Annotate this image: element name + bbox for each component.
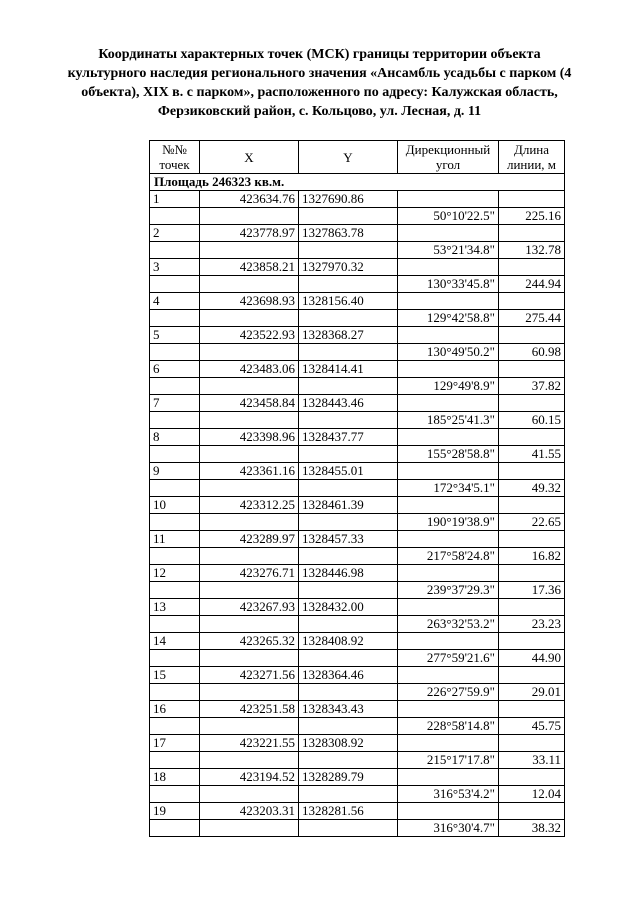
empty-cell: [150, 208, 200, 225]
empty-cell: [299, 242, 398, 259]
header-row: [150, 141, 565, 174]
point-y: 1328437.77: [299, 429, 398, 446]
empty-cell: [200, 344, 299, 361]
empty-cell: [499, 633, 565, 650]
empty-cell: [299, 548, 398, 565]
empty-cell: [299, 582, 398, 599]
title-line-3: объекта), XIX в. с парком», расположенного по адресу: Калужская область,: [81, 85, 558, 100]
segment-direction-angle: 217°58'24.8": [398, 548, 499, 565]
empty-cell: [398, 531, 499, 548]
empty-cell: [150, 276, 200, 293]
point-number: 8: [150, 429, 200, 446]
point-row: [150, 565, 565, 582]
point-y: 1328408.92: [299, 633, 398, 650]
coordinates-table: [149, 140, 565, 837]
empty-cell: [150, 480, 200, 497]
segment-direction-angle: 129°42'58.8": [398, 310, 499, 327]
empty-cell: [499, 463, 565, 480]
segment-row: [150, 752, 565, 769]
point-x: 423398.96: [200, 429, 299, 446]
empty-cell: [499, 293, 565, 310]
empty-cell: [499, 327, 565, 344]
segment-row: [150, 412, 565, 429]
segment-length: 33.11: [499, 752, 565, 769]
empty-cell: [398, 429, 499, 446]
empty-cell: [299, 446, 398, 463]
empty-cell: [150, 548, 200, 565]
segment-direction-angle: 155°28'58.8": [398, 446, 499, 463]
point-row: [150, 327, 565, 344]
point-number: 11: [150, 531, 200, 548]
empty-cell: [150, 616, 200, 633]
empty-cell: [200, 514, 299, 531]
empty-cell: [200, 786, 299, 803]
empty-cell: [299, 616, 398, 633]
empty-cell: [200, 752, 299, 769]
point-y: 1328414.41: [299, 361, 398, 378]
point-x: 423858.21: [200, 259, 299, 276]
point-y: 1327970.32: [299, 259, 398, 276]
segment-row: [150, 684, 565, 701]
point-y: 1328308.92: [299, 735, 398, 752]
empty-cell: [499, 701, 565, 718]
empty-cell: [200, 684, 299, 701]
segment-length: 132.78: [499, 242, 565, 259]
segment-direction-angle: 316°30'4.7": [398, 820, 499, 837]
empty-cell: [150, 718, 200, 735]
segment-direction-angle: 277°59'21.6": [398, 650, 499, 667]
empty-cell: [398, 701, 499, 718]
empty-cell: [299, 412, 398, 429]
empty-cell: [499, 565, 565, 582]
point-number: 5: [150, 327, 200, 344]
point-x: 423522.93: [200, 327, 299, 344]
empty-cell: [398, 259, 499, 276]
empty-cell: [499, 225, 565, 242]
segment-direction-angle: 130°33'45.8": [398, 276, 499, 293]
empty-cell: [499, 803, 565, 820]
segment-row: [150, 718, 565, 735]
point-y: 1327690.86: [299, 191, 398, 208]
point-y: 1328443.46: [299, 395, 398, 412]
empty-cell: [398, 327, 499, 344]
segment-row: [150, 208, 565, 225]
empty-cell: [398, 395, 499, 412]
segment-length: 44.90: [499, 650, 565, 667]
point-y: 1328457.33: [299, 531, 398, 548]
point-row: [150, 259, 565, 276]
empty-cell: [499, 599, 565, 616]
point-x: 423483.06: [200, 361, 299, 378]
segment-row: [150, 786, 565, 803]
point-number: 9: [150, 463, 200, 480]
empty-cell: [299, 684, 398, 701]
empty-cell: [499, 667, 565, 684]
empty-cell: [299, 820, 398, 837]
segment-direction-angle: 185°25'41.3": [398, 412, 499, 429]
segment-length: 12.04: [499, 786, 565, 803]
segment-length: 225.16: [499, 208, 565, 225]
empty-cell: [150, 752, 200, 769]
header-direction-angle: Дирекционный угол: [398, 141, 499, 174]
empty-cell: [499, 769, 565, 786]
empty-cell: [200, 208, 299, 225]
empty-cell: [398, 599, 499, 616]
empty-cell: [200, 718, 299, 735]
point-x: 423203.31: [200, 803, 299, 820]
segment-length: 23.23: [499, 616, 565, 633]
segment-row: [150, 548, 565, 565]
empty-cell: [499, 395, 565, 412]
title-line-2: культурного наследия регионального значения «Ансамбль усадьбы с парком (4: [67, 66, 572, 81]
segment-row: [150, 310, 565, 327]
point-y: 1328364.46: [299, 667, 398, 684]
empty-cell: [200, 378, 299, 395]
header-x: X: [200, 141, 299, 174]
point-y: 1328281.56: [299, 803, 398, 820]
point-row: [150, 395, 565, 412]
title-line-1: Координаты характерных точек (МСК) границы территории объекта: [98, 47, 541, 62]
empty-cell: [150, 344, 200, 361]
point-x: 423698.93: [200, 293, 299, 310]
empty-cell: [200, 616, 299, 633]
point-number: 2: [150, 225, 200, 242]
point-row: [150, 769, 565, 786]
segment-direction-angle: 226°27'59.9": [398, 684, 499, 701]
segment-row: [150, 820, 565, 837]
empty-cell: [398, 803, 499, 820]
empty-cell: [150, 786, 200, 803]
area-value: Площадь 246323 кв.м.: [150, 174, 565, 191]
segment-direction-angle: 215°17'17.8": [398, 752, 499, 769]
empty-cell: [398, 667, 499, 684]
point-row: [150, 667, 565, 684]
point-number: 15: [150, 667, 200, 684]
empty-cell: [150, 412, 200, 429]
point-x: 423221.55: [200, 735, 299, 752]
segment-direction-angle: 129°49'8.9": [398, 378, 499, 395]
point-y: 1328461.39: [299, 497, 398, 514]
segment-row: [150, 616, 565, 633]
point-y: 1328289.79: [299, 769, 398, 786]
empty-cell: [200, 548, 299, 565]
point-row: [150, 497, 565, 514]
point-x: 423265.32: [200, 633, 299, 650]
empty-cell: [150, 820, 200, 837]
segment-direction-angle: 316°53'4.2": [398, 786, 499, 803]
point-x: 423289.97: [200, 531, 299, 548]
segment-direction-angle: 130°49'50.2": [398, 344, 499, 361]
segment-length: 17.36: [499, 582, 565, 599]
point-row: [150, 701, 565, 718]
point-x: 423251.58: [200, 701, 299, 718]
empty-cell: [150, 650, 200, 667]
empty-cell: [398, 293, 499, 310]
point-x: 423458.84: [200, 395, 299, 412]
segment-row: [150, 650, 565, 667]
empty-cell: [150, 378, 200, 395]
point-y: 1328446.98: [299, 565, 398, 582]
empty-cell: [200, 480, 299, 497]
point-row: [150, 225, 565, 242]
point-y: 1328455.01: [299, 463, 398, 480]
point-number: 19: [150, 803, 200, 820]
point-row: [150, 463, 565, 480]
empty-cell: [398, 361, 499, 378]
empty-cell: [150, 514, 200, 531]
empty-cell: [200, 582, 299, 599]
point-number: 7: [150, 395, 200, 412]
point-number: 12: [150, 565, 200, 582]
segment-direction-angle: 50°10'22.5": [398, 208, 499, 225]
segment-direction-angle: 53°21'34.8": [398, 242, 499, 259]
empty-cell: [150, 582, 200, 599]
header-y: Y: [299, 141, 398, 174]
segment-row: [150, 344, 565, 361]
segment-row: [150, 276, 565, 293]
point-x: 423361.16: [200, 463, 299, 480]
point-x: 423312.25: [200, 497, 299, 514]
empty-cell: [299, 752, 398, 769]
empty-cell: [299, 650, 398, 667]
segment-length: 49.32: [499, 480, 565, 497]
segment-length: 60.98: [499, 344, 565, 361]
segment-length: 37.82: [499, 378, 565, 395]
point-number: 6: [150, 361, 200, 378]
empty-cell: [499, 735, 565, 752]
segment-row: [150, 446, 565, 463]
empty-cell: [200, 276, 299, 293]
point-number: 14: [150, 633, 200, 650]
empty-cell: [398, 633, 499, 650]
point-row: [150, 633, 565, 650]
segment-length: 244.94: [499, 276, 565, 293]
point-number: 1: [150, 191, 200, 208]
point-number: 10: [150, 497, 200, 514]
point-number: 18: [150, 769, 200, 786]
empty-cell: [499, 497, 565, 514]
empty-cell: [200, 446, 299, 463]
segment-direction-angle: 190°19'38.9": [398, 514, 499, 531]
point-x: 423267.93: [200, 599, 299, 616]
empty-cell: [398, 497, 499, 514]
segment-row: [150, 480, 565, 497]
empty-cell: [398, 463, 499, 480]
empty-cell: [398, 191, 499, 208]
segment-row: [150, 582, 565, 599]
segment-length: 41.55: [499, 446, 565, 463]
segment-row: [150, 514, 565, 531]
point-y: 1327863.78: [299, 225, 398, 242]
header-line-length: Длина линии, м: [499, 141, 565, 174]
empty-cell: [299, 310, 398, 327]
point-row: [150, 803, 565, 820]
segment-direction-angle: 228°58'14.8": [398, 718, 499, 735]
segment-length: 38.32: [499, 820, 565, 837]
segment-direction-angle: 172°34'5.1": [398, 480, 499, 497]
point-row: [150, 293, 565, 310]
point-row: [150, 361, 565, 378]
empty-cell: [200, 310, 299, 327]
empty-cell: [200, 412, 299, 429]
point-row: [150, 531, 565, 548]
point-x: 423276.71: [200, 565, 299, 582]
segment-length: 60.15: [499, 412, 565, 429]
point-x: 423634.76: [200, 191, 299, 208]
empty-cell: [299, 514, 398, 531]
empty-cell: [398, 565, 499, 582]
empty-cell: [299, 378, 398, 395]
point-row: [150, 429, 565, 446]
empty-cell: [299, 344, 398, 361]
segment-length: 16.82: [499, 548, 565, 565]
point-y: 1328156.40: [299, 293, 398, 310]
empty-cell: [299, 718, 398, 735]
empty-cell: [499, 429, 565, 446]
segment-row: [150, 378, 565, 395]
empty-cell: [150, 446, 200, 463]
empty-cell: [499, 191, 565, 208]
empty-cell: [398, 735, 499, 752]
empty-cell: [299, 786, 398, 803]
empty-cell: [499, 531, 565, 548]
point-number: 13: [150, 599, 200, 616]
empty-cell: [200, 650, 299, 667]
empty-cell: [398, 225, 499, 242]
point-number: 3: [150, 259, 200, 276]
point-y: 1328432.00: [299, 599, 398, 616]
empty-cell: [499, 361, 565, 378]
empty-cell: [150, 310, 200, 327]
empty-cell: [299, 208, 398, 225]
point-y: 1328368.27: [299, 327, 398, 344]
point-x: 423778.97: [200, 225, 299, 242]
point-number: 4: [150, 293, 200, 310]
segment-direction-angle: 239°37'29.3": [398, 582, 499, 599]
empty-cell: [499, 259, 565, 276]
point-x: 423194.52: [200, 769, 299, 786]
empty-cell: [299, 276, 398, 293]
point-number: 17: [150, 735, 200, 752]
point-y: 1328343.43: [299, 701, 398, 718]
title-line-4: Ферзиковский район, с. Кольцово, ул. Лесная, д. 11: [157, 104, 482, 119]
point-number: 16: [150, 701, 200, 718]
point-row: [150, 735, 565, 752]
empty-cell: [150, 684, 200, 701]
document-title: [40, 45, 599, 121]
empty-cell: [150, 242, 200, 259]
point-x: 423271.56: [200, 667, 299, 684]
segment-length: 275.44: [499, 310, 565, 327]
empty-cell: [299, 480, 398, 497]
header-point-number: №№ точек: [150, 141, 200, 174]
point-row: [150, 191, 565, 208]
segment-length: 45.75: [499, 718, 565, 735]
area-row: [150, 174, 565, 191]
segment-length: 29.01: [499, 684, 565, 701]
empty-cell: [200, 820, 299, 837]
segment-length: 22.65: [499, 514, 565, 531]
empty-cell: [200, 242, 299, 259]
point-row: [150, 599, 565, 616]
segment-row: [150, 242, 565, 259]
empty-cell: [398, 769, 499, 786]
segment-direction-angle: 263°32'53.2": [398, 616, 499, 633]
